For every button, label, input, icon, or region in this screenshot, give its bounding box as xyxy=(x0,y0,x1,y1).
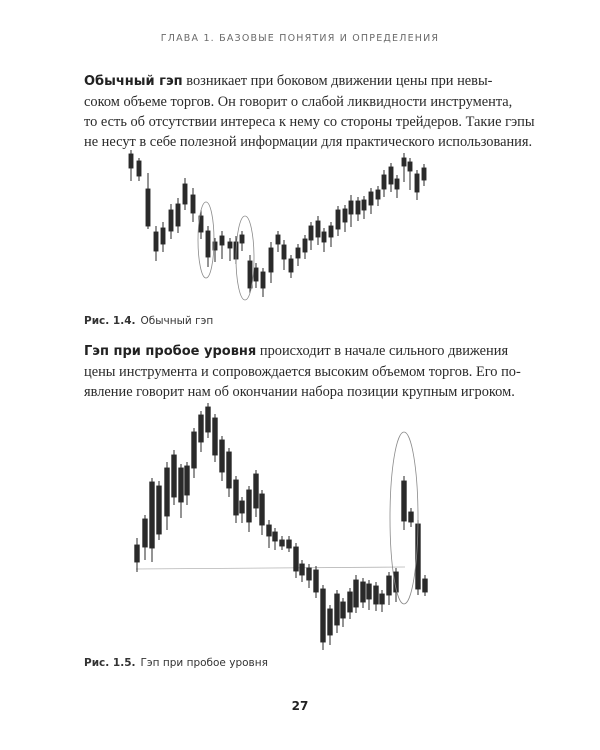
candlestick xyxy=(287,536,292,552)
paragraph-line: то есть об отсутствии интереса к нему со стороны трейдеров. Такие гэпы xyxy=(84,114,535,130)
candle-body-bearish xyxy=(341,602,346,618)
candlestick xyxy=(423,575,428,596)
candle-body-bearish xyxy=(179,468,184,502)
candlestick xyxy=(387,572,392,605)
paragraph-line: соком объеме торгов. Он говорит о слабой ликвидности инструмента, xyxy=(84,94,513,110)
candle-body-bearish xyxy=(247,490,252,522)
candlestick xyxy=(402,476,407,530)
candle-body-bearish xyxy=(307,568,312,580)
candlestick xyxy=(321,585,326,650)
candlestick xyxy=(234,476,239,523)
candle-body-bearish xyxy=(402,481,407,521)
paragraph-line: цены инструмента и сопровождается высоким объемом торгов. Его по- xyxy=(84,364,521,380)
candle-body-bearish xyxy=(387,576,392,595)
candlestick xyxy=(227,448,232,497)
candle-body-bearish xyxy=(423,579,428,592)
candlestick xyxy=(294,543,299,578)
candle-body-bearish xyxy=(227,452,232,488)
candle-body-bearish xyxy=(280,540,285,546)
paragraph-line: явление говорит нам об окончании набора позиции крупным игроком. xyxy=(84,384,515,400)
figure-label: Рис. 1.5. xyxy=(84,657,136,669)
figure-caption-text: Гэп при пробое уровня xyxy=(140,657,268,669)
candlestick xyxy=(380,590,385,612)
candlestick xyxy=(192,428,197,478)
candlestick xyxy=(206,403,211,438)
candlestick xyxy=(247,486,252,532)
paragraph-line: не несут в себе полезной информации для практического использования. xyxy=(84,134,533,150)
candlestick xyxy=(260,490,265,535)
candle-body-bearish xyxy=(300,564,305,575)
candlestick xyxy=(341,598,346,627)
running-head: ГЛАВА 1. БАЗОВЫЕ ПОНЯТИЯ И ОПРЕДЕЛЕНИЯ xyxy=(160,33,440,44)
candle-body-bearish xyxy=(206,407,211,432)
candle-body-bearish xyxy=(294,547,299,571)
candle-body-bearish xyxy=(328,609,333,635)
candlestick xyxy=(367,580,372,610)
candlestick xyxy=(267,520,272,548)
paragraph-text: происходит в начале сильного движения xyxy=(256,343,509,359)
candlestick xyxy=(157,481,162,540)
candle-body-bearish xyxy=(192,432,197,468)
candle-body-bearish xyxy=(165,468,170,516)
candlestick xyxy=(273,528,278,550)
candle-body-bearish xyxy=(409,512,414,522)
candle-body-bearish xyxy=(143,519,148,547)
term-ordinary-gap: Обычный гэп xyxy=(84,74,183,89)
candle-body-bearish xyxy=(314,570,319,592)
candle-body-bearish xyxy=(150,482,155,548)
candlestick xyxy=(394,568,399,602)
candlestick xyxy=(361,578,366,608)
candle-body-bearish xyxy=(172,455,177,497)
candle-body-bearish xyxy=(213,418,218,455)
candle-body-bearish xyxy=(367,584,372,599)
candlestick xyxy=(374,582,379,611)
candle-body-bearish xyxy=(361,582,366,602)
candlestick xyxy=(335,590,340,633)
figure-caption-text: Обычный гэп xyxy=(140,315,214,327)
candle-body-bearish xyxy=(185,466,190,495)
candle-body-bearish xyxy=(240,501,245,513)
candlestick xyxy=(179,464,184,518)
candle-body-bearish xyxy=(287,540,292,548)
candle-body-bearish xyxy=(354,580,359,607)
candlestick xyxy=(213,414,218,462)
candle-body-bearish xyxy=(321,589,326,642)
candlestick xyxy=(172,450,177,505)
candle-body-bearish xyxy=(157,486,162,534)
candle-body-bearish xyxy=(374,586,379,604)
candle-body-bearish xyxy=(135,545,140,562)
candle-body-bearish xyxy=(254,474,259,508)
page-number: 27 xyxy=(291,699,309,713)
candle-body-bearish xyxy=(348,592,353,612)
candlestick xyxy=(314,566,319,598)
candlestick xyxy=(199,411,204,452)
candle-body-bearish xyxy=(380,594,385,604)
candlestick xyxy=(150,478,155,562)
candle-body-bearish xyxy=(260,494,265,525)
candlestick xyxy=(307,564,312,588)
candle-body-bearish xyxy=(234,480,239,515)
candlestick xyxy=(300,560,305,582)
candlestick xyxy=(354,575,359,613)
candlestick xyxy=(143,515,148,560)
candle-body-bearish xyxy=(199,415,204,442)
candlestick xyxy=(135,538,140,572)
paragraph-text: возникает при боковом движении цены при невы- xyxy=(182,73,493,89)
candlestick xyxy=(348,588,353,619)
candlestick xyxy=(165,462,170,530)
candlestick xyxy=(280,536,285,550)
figure-label: Рис. 1.4. xyxy=(84,315,136,327)
candle-body-bearish xyxy=(335,594,340,625)
candlestick xyxy=(240,497,245,523)
candlestick xyxy=(254,470,259,517)
level-line xyxy=(136,567,405,569)
candle-body-bearish xyxy=(267,525,272,536)
term-breakout-gap: Гэп при пробое уровня xyxy=(84,344,257,359)
candle-body-bearish xyxy=(220,440,225,472)
candlestick xyxy=(220,436,225,481)
candle-body-bearish xyxy=(273,532,278,541)
candlestick xyxy=(328,605,333,645)
figure-caption-2 xyxy=(84,657,268,669)
candlestick xyxy=(185,462,190,505)
candlestick xyxy=(409,508,414,527)
